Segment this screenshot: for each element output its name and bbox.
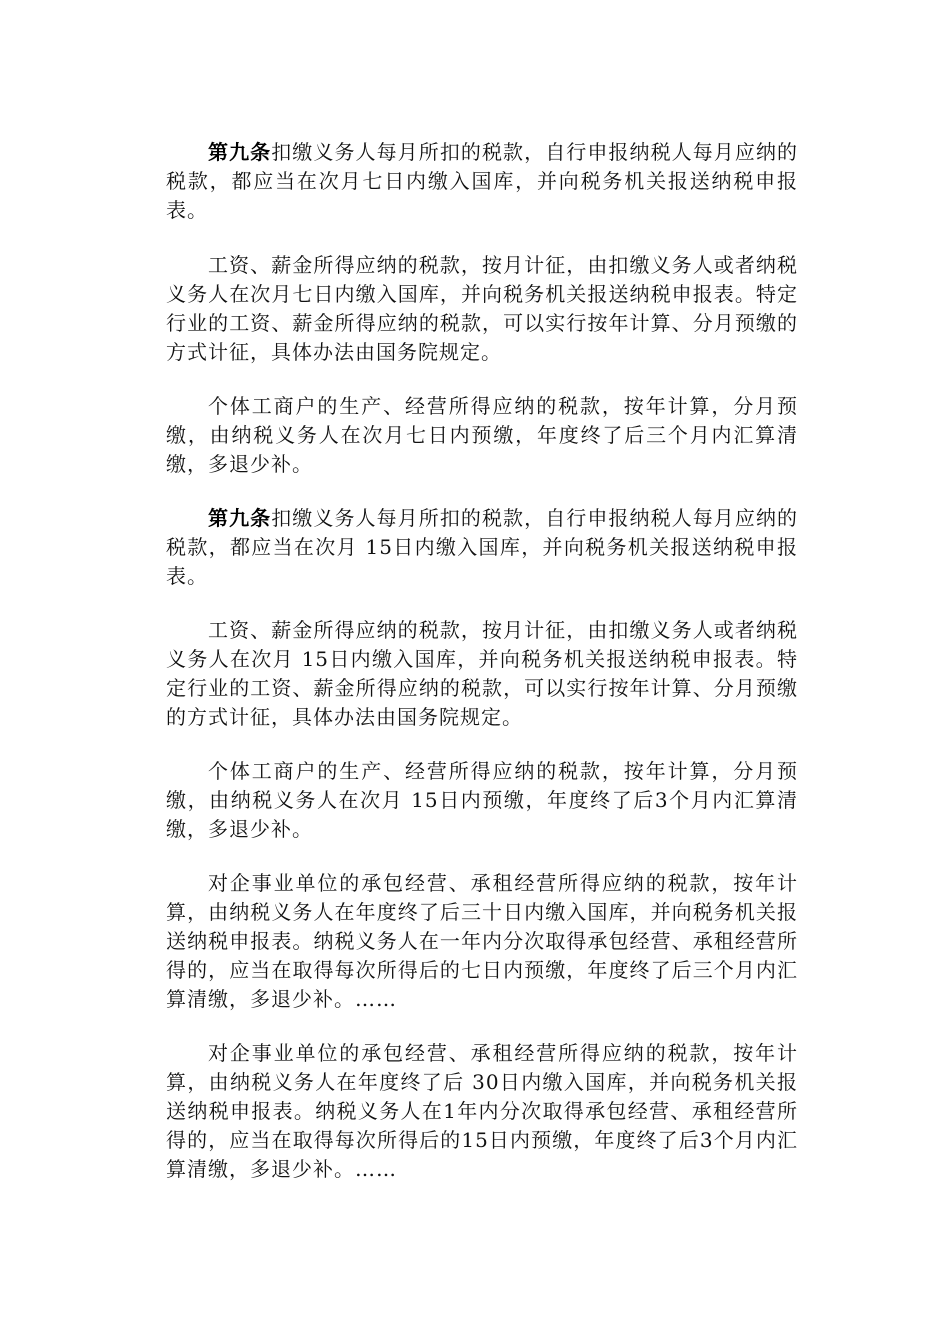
article-heading: 第九条	[208, 506, 272, 530]
paragraph-text: 对企事业单位的承包经营、承租经营所得应纳的税款，按年计算，由纳税义务人在年度终了后三十日内缴入国库，并向税务机关报送纳税申报表。纳税义务人在一年内分次取得承包经营、承租经营所得的，应当在取得每次所得后的七日内预缴，年度终了后三个月内汇算清缴，多退少补。……	[166, 871, 798, 1011]
paragraph-text: 扣缴义务人每月所扣的税款，自行申报纳税人每月应纳的税款，都应当在次月 15日内缴入国库，并向税务机关报送纳税申报表。	[166, 506, 799, 588]
paragraph-wages-revised	[166, 616, 798, 732]
paragraph-individual-business-original	[166, 392, 798, 479]
paragraph-text: 工资、薪金所得应纳的税款，按月计征，由扣缴义务人或者纳税义务人在次月 15日内缴入国库，并向税务机关报送纳税申报表。特定行业的工资、薪金所得应纳的税款，可以实行按年计算、分月预缴的方式计征，具体办法由国务院规定。	[166, 618, 798, 729]
document-body	[166, 138, 798, 1209]
paragraph-text: 个体工商户的生产、经营所得应纳的税款，按年计算，分月预缴，由纳税义务人在次月 15日内预缴，年度终了后3个月内汇算清缴，多退少补。	[166, 759, 798, 841]
paragraph-article-9-revised	[166, 504, 798, 591]
paragraph-wages-original	[166, 251, 798, 367]
paragraph-article-9-original	[166, 138, 798, 225]
paragraph-text: 个体工商户的生产、经营所得应纳的税款，按年计算，分月预缴，由纳税义务人在次月七日内预缴，年度终了后三个月内汇算清缴，多退少补。	[166, 394, 798, 476]
paragraph-contract-lease-revised	[166, 1039, 798, 1184]
paragraph-contract-lease-original	[166, 869, 798, 1014]
paragraph-text: 扣缴义务人每月所扣的税款，自行申报纳税人每月应纳的税款，都应当在次月七日内缴入国库，并向税务机关报送纳税申报表。	[166, 140, 799, 222]
article-heading: 第九条	[208, 140, 272, 164]
paragraph-individual-business-revised	[166, 757, 798, 844]
paragraph-text: 工资、薪金所得应纳的税款，按月计征，由扣缴义务人或者纳税义务人在次月七日内缴入国库，并向税务机关报送纳税申报表。特定行业的工资、薪金所得应纳的税款，可以实行按年计算、分月预缴的方式计征，具体办法由国务院规定。	[166, 253, 798, 364]
paragraph-text: 对企事业单位的承包经营、承租经营所得应纳的税款，按年计算，由纳税义务人在年度终了后 30日内缴入国库，并向税务机关报送纳税申报表。纳税义务人在1年内分次取得承包经营、承租经营所得的，应当在取得每次所得后的15日内预缴，年度终了后3个月内汇算清缴，多退少补。……	[166, 1041, 798, 1181]
